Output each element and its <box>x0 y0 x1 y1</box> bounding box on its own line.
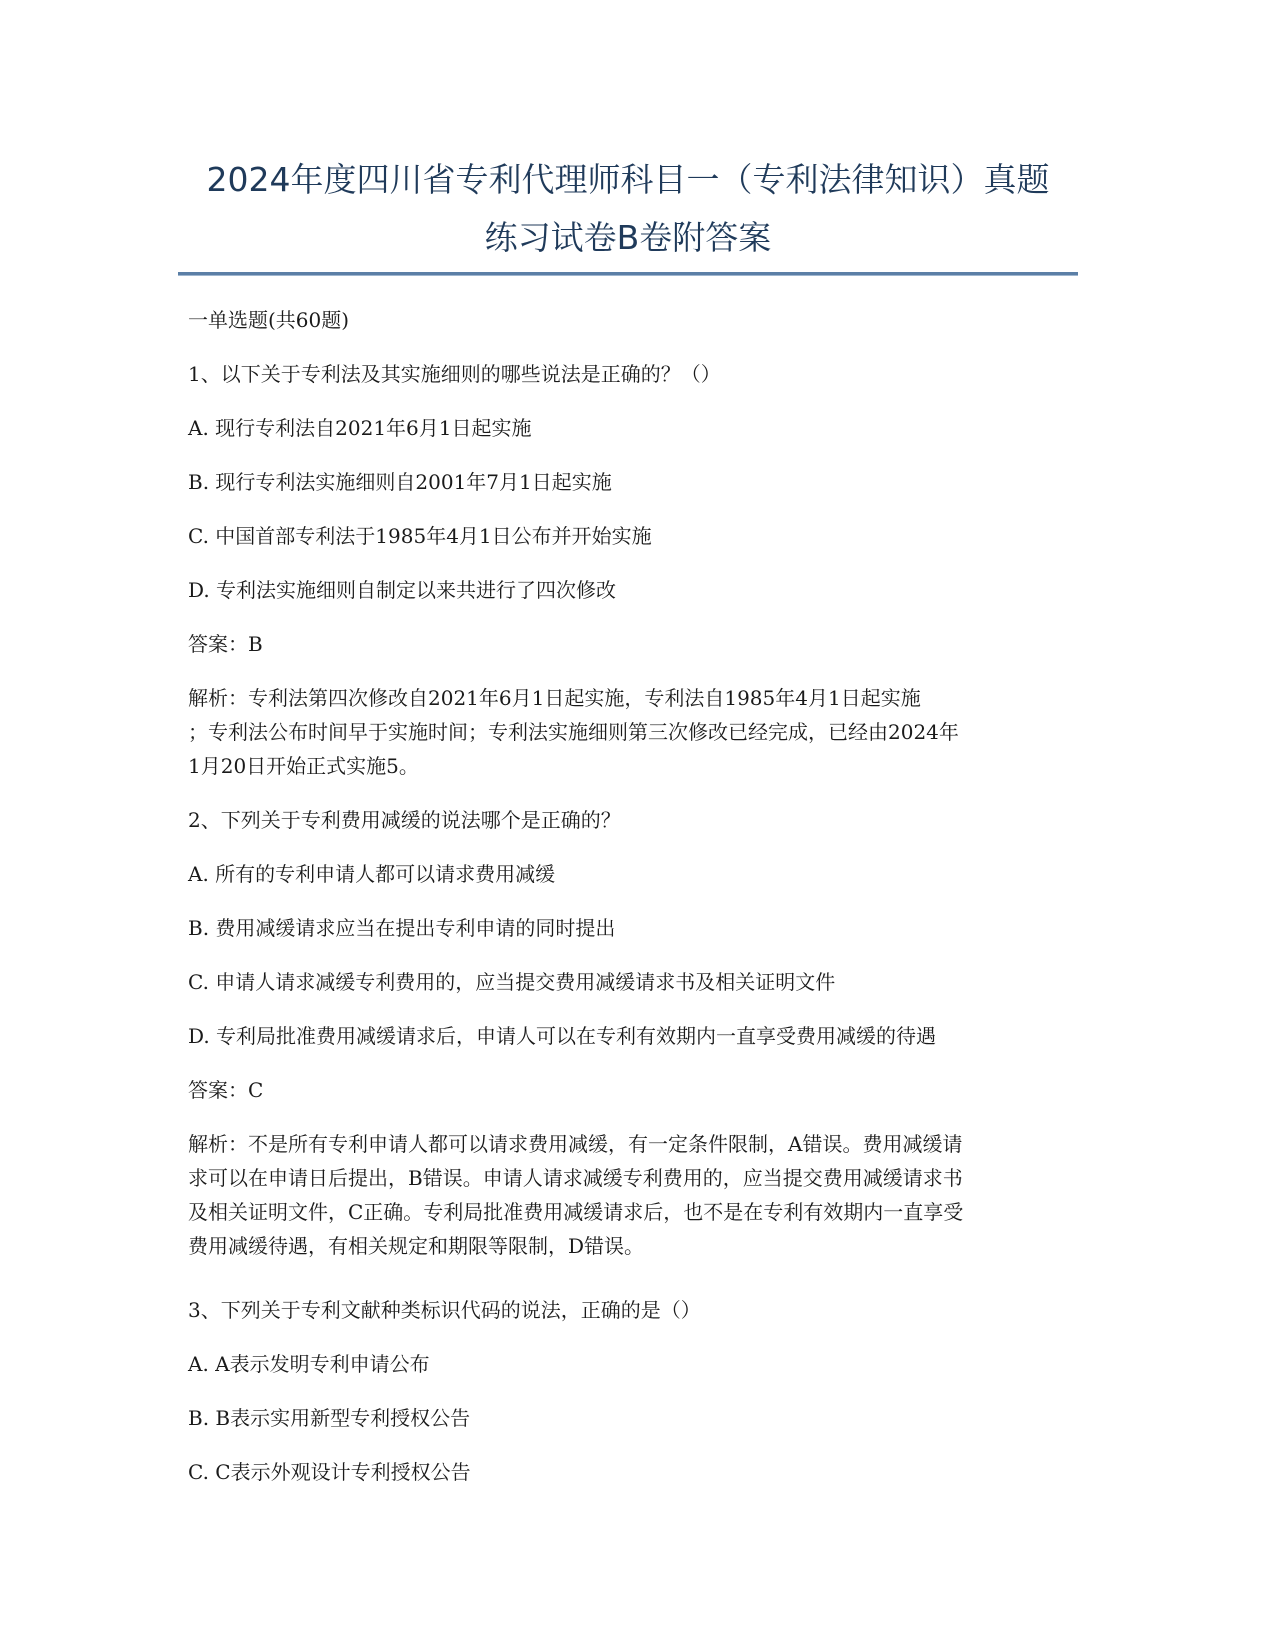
question-1-answer: 答案：B <box>188 632 263 656</box>
section-heading: 一单选题(共60题) <box>188 308 350 332</box>
question-2-analysis-line-1: 解析：不是所有专利申请人都可以请求费用减缓，有一定条件限制，A错误。费用减缓请 <box>188 1132 963 1156</box>
question-2-analysis-line-4: 费用减缓待遇，有相关规定和期限等限制，D错误。 <box>188 1234 645 1258</box>
question-2-analysis-line-2: 求可以在申请日后提出，B错误。申请人请求减缓专利费用的，应当提交费用减缓请求书 <box>188 1166 963 1190</box>
question-2-option-b: B. 费用减缓请求应当在提出专利申请的同时提出 <box>188 916 616 940</box>
question-1-option-b: B. 现行专利法实施细则自2001年7月1日起实施 <box>188 470 612 494</box>
question-1-analysis-line-2: ；专利法公布时间早于实施时间；专利法实施细则第三次修改已经完成，已经由2024年 <box>188 720 959 744</box>
question-1-stem: 1、以下关于专利法及其实施细则的哪些说法是正确的？（） <box>188 362 721 386</box>
question-1-option-c: C. 中国首部专利法于1985年4月1日公布并开始实施 <box>188 524 652 548</box>
question-3-option-b: B. B表示实用新型专利授权公告 <box>188 1406 471 1430</box>
title-divider <box>178 272 1078 276</box>
question-3-stem: 3、下列关于专利文献种类标识代码的说法，正确的是（） <box>188 1298 701 1322</box>
document-title-line-1: 2024年度四川省专利代理师科目一（专利法律知识）真题 <box>206 160 1050 199</box>
question-2-answer: 答案：C <box>188 1078 264 1102</box>
question-2-analysis-line-3: 及相关证明文件，C正确。专利局批准费用减缓请求后，也不是在专利有效期内一直享受 <box>188 1200 964 1224</box>
question-1-analysis-line-1: 解析：专利法第四次修改自2021年6月1日起实施，专利法自1985年4月1日起实施 <box>188 686 921 710</box>
question-2-stem: 2、下列关于专利费用减缓的说法哪个是正确的？ <box>188 808 621 832</box>
question-2-option-c: C. 申请人请求减缓专利费用的，应当提交费用减缓请求书及相关证明文件 <box>188 970 836 994</box>
question-2-option-a: A. 所有的专利申请人都可以请求费用减缓 <box>188 862 556 886</box>
question-1-option-d: D. 专利法实施细则自制定以来共进行了四次修改 <box>188 578 617 602</box>
question-1-analysis-line-3: 1月20日开始正式实施5。 <box>188 754 419 778</box>
question-1-option-a: A. 现行专利法自2021年6月1日起实施 <box>188 416 532 440</box>
question-3-option-c: C. C表示外观设计专利授权公告 <box>188 1460 471 1484</box>
document-title-line-2: 练习试卷B卷附答案 <box>484 218 772 257</box>
question-3-option-a: A. A表示发明专利申请公布 <box>188 1352 430 1376</box>
question-2-option-d: D. 专利局批准费用减缓请求后，申请人可以在专利有效期内一直享受费用减缓的待遇 <box>188 1024 937 1048</box>
